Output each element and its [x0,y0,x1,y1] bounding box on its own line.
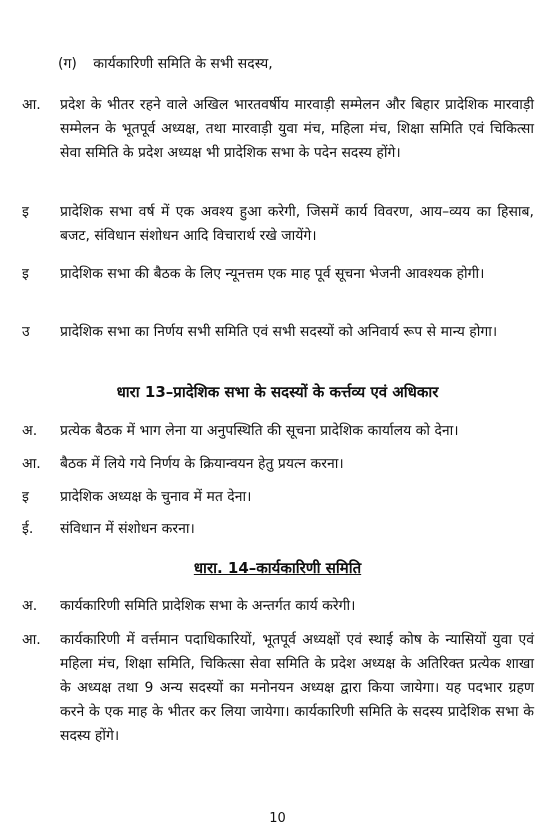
section-heading-14 [0,556,555,580]
clause-text: प्रत्येक बैठक में भाग लेना या अनुपस्थिति की सूचना प्रादेशिक कार्यालय को देना। [60,423,459,439]
clause-13-a [22,419,534,443]
clause-13-i [22,485,534,509]
clause-text: प्रादेशिक सभा का निर्णय सभी समिति एवं सभी सदस्यों को अनिवार्य रूप से मान्य होगा। [60,324,498,340]
clause-1-u [22,320,534,344]
clause-label: अ. [22,598,38,614]
clause-text: प्रादेशिक सभा की बैठक के लिए न्यूनत्तम एक माह पूर्व सूचना भेजनी आवश्यक होगी। [60,266,485,282]
clause-14-a [22,594,534,618]
page-number: 10 [269,811,286,826]
clause-1-aa [22,93,534,165]
clause-label: आ. [22,456,41,472]
clause-text: प्रदेश के भीतर रहने वाले अखिल भारतवर्षीय मारवाड़ी सम्मेलन और बिहार प्रादेशिक मारवाड़ी सम्मेलन के भूतपूर्व अध्यक्ष, तथा मारवाड़ी युवा मंच, महिला मंच, शिक्षा समिति एवं चिकित्सा सेवा समिति के प्रदेश अध्यक्ष भी प्रादेशिक सभा के पदेन सदस्य होंगे। [60,97,534,161]
clause-label: आ. [22,97,41,113]
clause-13-aa [22,452,534,476]
clause-text: कार्यकारिणी में वर्त्तमान पदाधिकारियों, भूतपूर्व अध्यक्षों एवं स्थाई कोष के न्यासियों युवा एवं महिला मंच, शिक्षा समिति, चिकित्सा सेवा समिति के प्रदेश अध्यक्ष के अतिरिक्त प्रत्येक शाखा के अध्यक्ष तथा 9 अन्य सदस्यों का मनोनयन अध्यक्ष द्वारा किया जायेगा। यह पदभार ग्रहण करने के एक माह के भीतर कर लिया जायेगा। कार्यकारिणी समिति के सदस्य प्रादेशिक सभा के सदस्य होंगे। [60,632,534,744]
clause-label: ई. [22,521,34,537]
clause-13-ii [22,517,534,541]
section-heading-14-text: धारा. 14–कार्यकारिणी समिति [193,559,362,577]
clause-1-i-2 [22,262,534,286]
clause-1-i [22,200,534,248]
section-heading-13: धारा 13–प्रादेशिक सभा के सदस्यों के कर्त्तव्य एवं अधिकार [116,383,439,401]
clause-label: अ. [22,423,38,439]
clause-label: आ. [22,632,41,648]
clause-label: उ [22,324,30,340]
clause-text: कार्यकारिणी समिति प्रादेशिक सभा के अन्तर्गत कार्य करेगी। [60,598,356,614]
clause-label: इ [22,204,29,220]
clause-label: इ [22,489,29,505]
clause-text: संविधान में संशोधन करना। [60,521,195,537]
clause-text: प्रादेशिक सभा वर्ष में एक अवश्य हुआ करेगी, जिसमें कार्य विवरण, आय–व्यय का हिसाब, बजट, संविधान संशोधन आदि विचारार्थ रखे जायेंगे। [60,204,534,244]
sub-item-label: (ग) [58,56,77,72]
clause-text: बैठक में लिये गये निर्णय के क्रियान्वयन हेतु प्रयत्न करना। [60,456,344,472]
clause-label: इ [22,266,29,282]
clause-14-aa [22,628,534,748]
sub-item-text: कार्यकारिणी समिति के सभी सदस्य, [93,56,273,72]
clause-text: प्रादेशिक अध्यक्ष के चुनाव में मत देना। [60,489,252,505]
sub-item-ga [58,52,273,76]
